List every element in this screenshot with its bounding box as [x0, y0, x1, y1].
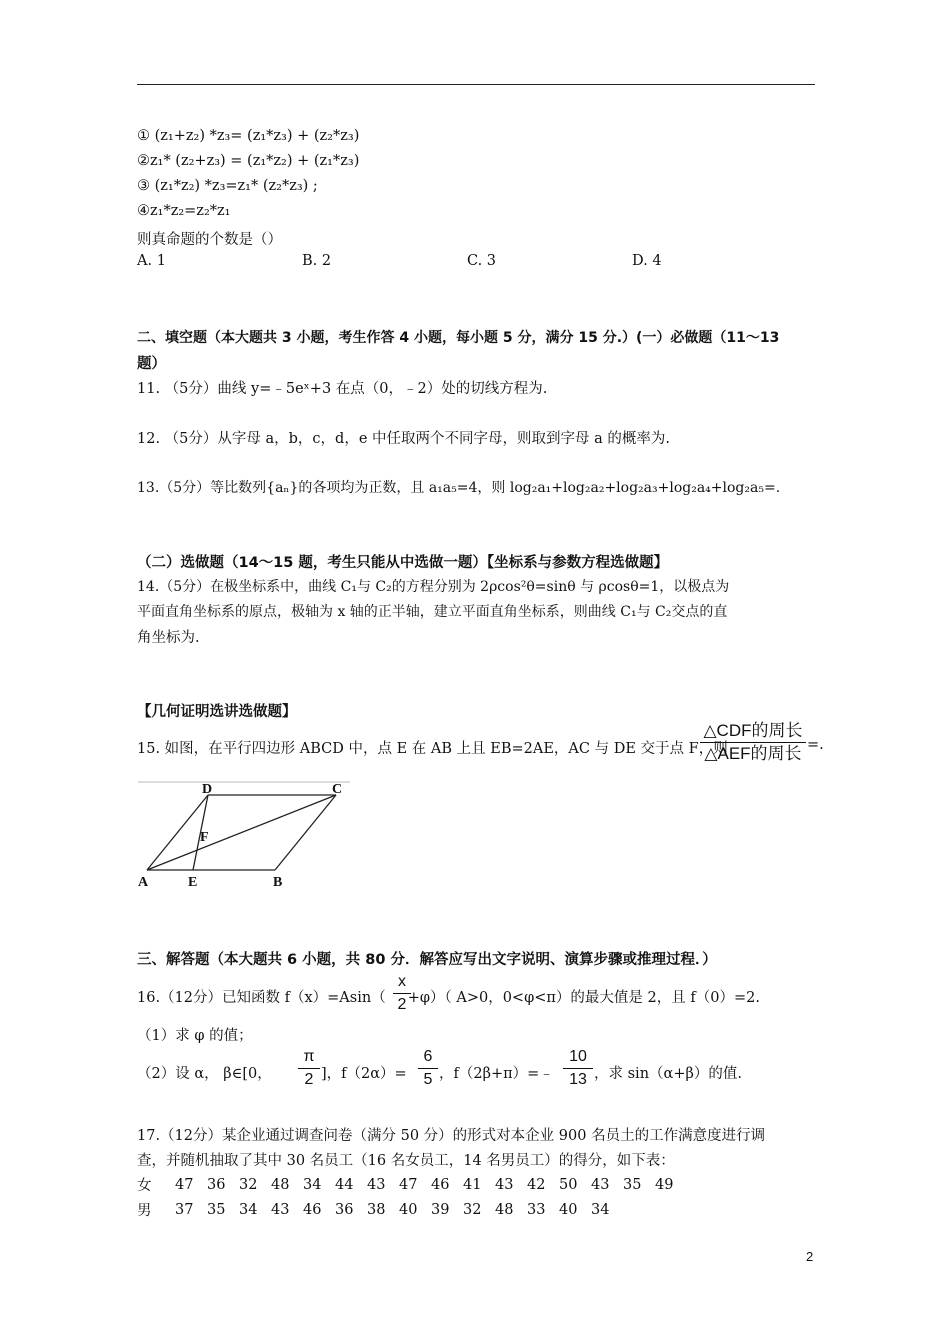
side-ad: [147, 795, 208, 870]
label-f: F: [200, 830, 209, 845]
row-label: 女: [137, 1178, 152, 1194]
section2-heading-line1: 二、填空题（本大题共 3 小题，考生作答 4 小题，每小题 5 分，满分 15 分.）(一）必做题（11～13: [137, 330, 780, 346]
score-cell: 46: [303, 1201, 322, 1218]
q16-part2-b: ]，f（2α）=: [321, 1066, 407, 1082]
score-cell: 34: [591, 1201, 610, 1218]
side-cb: [275, 795, 336, 870]
score-cell: 43: [591, 1176, 610, 1193]
q15-frac-denominator: △AEF的周长: [704, 744, 802, 763]
q11-text: 11. （5分）曲线 y=﹣5eˣ+3 在点（0，﹣2）处的切线方程为.: [137, 381, 548, 397]
q16-part2-a: （2）设 α， β∈[0，: [137, 1066, 272, 1082]
score-cell: 42: [527, 1176, 546, 1193]
parallelogram-figure: [130, 778, 355, 893]
score-cell: 32: [463, 1201, 482, 1218]
section3-heading: 三、解答题（本大题共 6 小题，共 80 分．解答应写出文字说明、演算步骤或推理过程．）: [137, 952, 717, 968]
table-row-female: [137, 1172, 687, 1197]
score-cell: 40: [559, 1201, 578, 1218]
frac-denominator: 13: [569, 1071, 587, 1088]
label-c: C: [332, 782, 343, 797]
score-cell: 43: [271, 1201, 290, 1218]
q10-prop-2: ②z₁* (z₂+z₃) = (z₁*z₂) + (z₁*z₃): [137, 153, 360, 169]
score-cell: 49: [655, 1176, 674, 1193]
q12-text: 12. （5分）从字母 a，b，c，d，e 中任取两个不同字母，则取到字母 a 的概率为.: [137, 431, 670, 447]
score-cell: 48: [495, 1201, 514, 1218]
fraction-bar: [393, 993, 411, 994]
q10-option-d: D. 4: [632, 253, 662, 269]
score-cell: 37: [175, 1201, 194, 1218]
q15-text: 15. 如图，在平行四边形 ABCD 中，点 E 在 AB 上且 EB=2AE，AC 与 DE 交于点 F，则: [137, 741, 728, 757]
frac-numerator: π: [303, 1048, 315, 1065]
frac-numerator: 6: [423, 1048, 433, 1065]
q10-option-c: C. 3: [467, 253, 497, 269]
q10-prop-3: ③ (z₁*z₂) *z₃=z₁* (z₂*z₃) ;: [137, 178, 318, 194]
score-cell: 32: [239, 1176, 258, 1193]
q16-fraction-pi-over-2: [298, 1047, 320, 1090]
score-cell: 50: [559, 1176, 578, 1193]
label-b: B: [273, 875, 283, 890]
q16-part2-c: ，f（2β+π）=﹣: [439, 1066, 554, 1082]
score-cell: 48: [271, 1176, 290, 1193]
frac-numerator: 10: [569, 1048, 587, 1065]
geometry-heading: 【几何证明选讲选做题】: [137, 704, 297, 720]
scores-table: [137, 1172, 687, 1222]
q10-prop-4: ④z₁*z₂=z₂*z₁: [137, 203, 231, 219]
score-cell: 43: [495, 1176, 514, 1193]
score-cell: 40: [399, 1201, 418, 1218]
score-cell: 47: [175, 1176, 194, 1193]
score-cell: 34: [303, 1176, 322, 1193]
q17-line-1: 17.（12分）某企业通过调查问卷（满分 50 分）的形式对本企业 900 名员土的工作满意度进行调: [137, 1128, 766, 1144]
q16-part2-d: ，求 sin（α+β）的值.: [594, 1066, 742, 1082]
q15-fraction: [700, 721, 806, 764]
q14-line-1: 14.（5分）在极坐标系中，曲线 C₁与 C₂的方程分别为 2ρcos²θ=sinθ 与 ρcosθ=1，以极点为: [137, 579, 730, 595]
score-cell: 35: [207, 1201, 226, 1218]
q10-prop-1: ① (z₁+z₂) *z₃= (z₁*z₃) + (z₂*z₃): [137, 128, 360, 144]
q14-line-3: 角坐标为.: [137, 630, 200, 646]
score-cell: 38: [367, 1201, 386, 1218]
header-rule: [137, 84, 815, 85]
score-cell: 33: [527, 1201, 546, 1218]
score-cell: 43: [367, 1176, 386, 1193]
score-cell: 36: [335, 1201, 354, 1218]
q10-stem: 则真命题的个数是（）: [137, 232, 282, 248]
page-number: 2: [806, 1249, 814, 1264]
fraction-bar: [418, 1068, 438, 1069]
score-cell: 44: [335, 1176, 354, 1193]
fraction-bar: [700, 742, 806, 743]
q15-frac-numerator: △CDF的周长: [703, 721, 803, 740]
q14-line-2: 平面直角坐标系的原点，极轴为 x 轴的正半轴，建立平面直角坐标系，则曲线 C₁与 C₂交点的直: [137, 604, 728, 620]
optional-heading: （二）选做题（14～15 题，考生只能从中选做一题）【坐标系与参数方程选做题】: [137, 555, 669, 571]
q16-fraction-6-over-5: [418, 1047, 438, 1090]
table-row-male: [137, 1197, 687, 1222]
score-cell: 34: [239, 1201, 258, 1218]
frac-numerator: x: [398, 973, 406, 990]
score-cell: 39: [431, 1201, 450, 1218]
q13-text: 13.（5分）等比数列{aₙ}的各项均为正数，且 a₁a₅=4，则 log₂a₁+log₂a₂+log₂a₃+log₂a₄+log₂a₅=.: [137, 480, 781, 496]
score-cell: 36: [207, 1176, 226, 1193]
q16-intro-a: 16.（12分）已知函数 f（x）=Asin（: [137, 990, 386, 1006]
score-cell: 46: [431, 1176, 450, 1193]
q15-tail: =.: [807, 737, 824, 753]
label-d: D: [202, 782, 213, 797]
q16-intro-b: +φ）（ A>0，0<φ<π）的最大值是 2，且 f（0）=2.: [407, 990, 760, 1006]
q17-line-2: 查，并随机抽取了其中 30 名员工（16 名女员工，14 名男员工）的得分，如下表：: [137, 1153, 675, 1169]
q10-option-a: A. 1: [137, 253, 166, 269]
fraction-bar: [298, 1068, 320, 1069]
frac-denominator: 5: [423, 1071, 433, 1088]
q16-fraction-10-over-13: [563, 1047, 593, 1090]
label-e: E: [188, 875, 198, 890]
q16-part-1: （1）求 φ 的值；: [137, 1028, 253, 1044]
q16-fraction-x-over-2: [393, 972, 411, 1015]
label-a: A: [138, 875, 149, 890]
q16-intro: [137, 986, 760, 1007]
diagonal-ac: [147, 795, 336, 870]
section2-heading-line2: 题）: [137, 356, 166, 372]
row-label: 男: [137, 1203, 152, 1219]
frac-denominator: 2: [397, 996, 407, 1013]
frac-denominator: 2: [304, 1071, 314, 1088]
fraction-bar: [563, 1068, 593, 1069]
q10-option-b: B. 2: [302, 253, 332, 269]
score-cell: 41: [463, 1176, 482, 1193]
score-cell: 47: [399, 1176, 418, 1193]
score-cell: 35: [623, 1176, 642, 1193]
